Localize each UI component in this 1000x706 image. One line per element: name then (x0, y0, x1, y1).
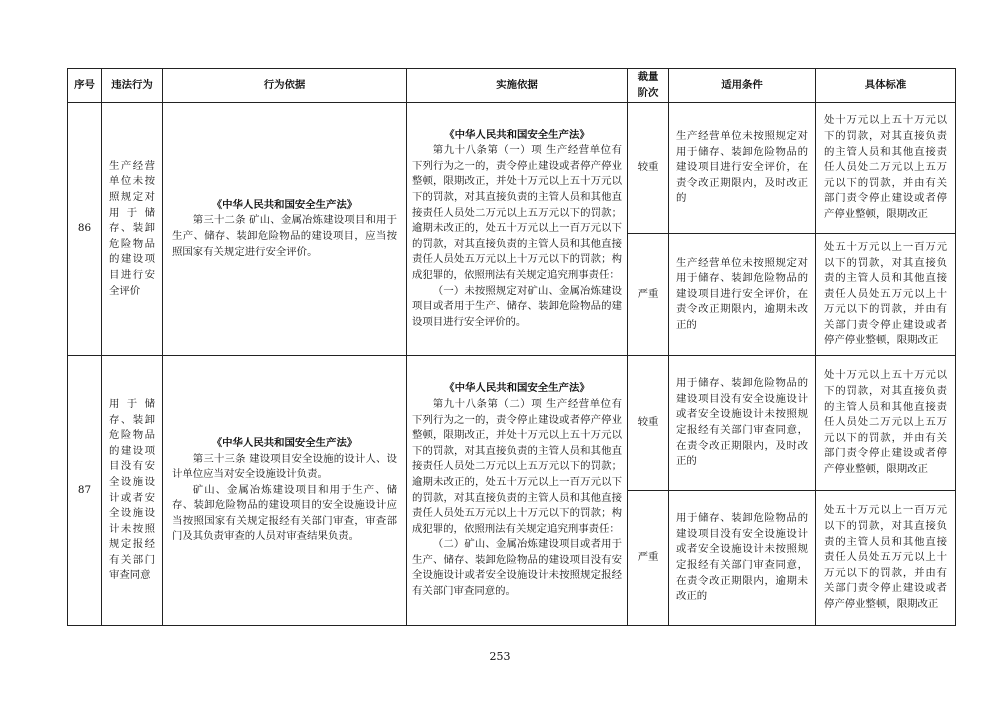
table-row (68, 103, 956, 234)
implementation-basis-cell (407, 356, 628, 626)
implementation-law-title: 《中华人民共和国安全生产法》 (444, 382, 590, 395)
legal-basis-paragraph: 第三十三条 建设项目安全设施的设计人、设计单位应当对安全设施设计负责。 (172, 452, 397, 481)
header-serial-number: 序号 (68, 69, 102, 103)
header-applicable-conditions: 适用条件 (669, 69, 816, 103)
legal-basis-paragraph: 矿山、金属冶炼建设项目和用于生产、储存、装卸危险物品的建设项目的安全设施设计应当按照国家有关规定报经有关部门审查，审查部门及其负责审查的人员对审查结果负责。 (172, 483, 397, 543)
legal-basis-paragraph: 第三十二条 矿山、金属冶炼建设项目和用于生产、储存、装卸危险物品的建设项目，应当按照国家有关规定进行安全评价。 (172, 214, 397, 258)
legal-basis-law-title: 《中华人民共和国安全生产法》 (211, 198, 358, 211)
violation-cell: 用于储存、装卸危险物品的建设项目没有安全设施设计或者安全设施设计未按照规定报经有关部门审查同意 (102, 356, 163, 626)
discretion-level-cell: 严重 (628, 234, 669, 356)
discretion-level-cell: 较重 (628, 103, 669, 234)
header-discretion-level: 裁量阶次 (628, 69, 669, 103)
implementation-paragraph: 第九十八条第（一）项 生产经营单位有下列行为之一的，责令停止建设或者停产停业整顿，限期改正，并处十万元以上五十万元以下的罚款，对其直接负责的主管人员和其他直接责任人员处二万元以上五万元以下的罚款；逾期未改正的，处五十万元以上一百万元以下的罚款，对其直接负责的主管人员和其他直接责任人员处五万元以上十万元以下的罚款；构成犯罪的，依照刑法有关规定追究刑事责任： (412, 144, 622, 281)
header-violation: 违法行为 (102, 69, 163, 103)
table-row (68, 356, 956, 491)
header-specific-standard: 具体标准 (816, 69, 956, 103)
specific-standard-cell: 处五十万元以上一百万元以下的罚款，对其直接负责的主管人员和其他直接责任人员处五万元以上十万元以下的罚款，并由有关部门责令停止建设或者停产停业整顿，限期改正 (816, 491, 956, 626)
legal-basis-law-title: 《中华人民共和国安全生产法》 (211, 436, 358, 449)
implementation-paragraph: 第九十八条第（二）项 生产经营单位有下列行为之一的，责令停止建设或者停产停业整顿，限期改正，并处十万元以上五十万元以下的罚款，对其直接负责的主管人员和其他直接责任人员处二万元以上五万元以下的罚款；逾期未改正的，处五十万元以上一百万元以下的罚款，对其直接负责的主管人员和其他直接责任人员处五万元以上十万元以下的罚款；构成犯罪的，依照刑法有关规定追究刑事责任： (412, 397, 622, 535)
specific-standard-cell: 处十万元以上五十万元以下的罚款，对其直接负责的主管人员和其他直接责任人员处二万元以上五万元以下的罚款，并由有关部门责令停止建设或者停产停业整顿，限期改正 (816, 356, 956, 491)
implementation-paragraph: （一）未按照规定对矿山、金属冶炼建设项目或者用于生产、储存、装卸危险物品的建设项目进行安全评价的。 (412, 284, 622, 328)
violation-cell: 生产经营单位未按照规定对用于储存、装卸危险物品的建设项目进行安全评价 (102, 103, 163, 356)
header-implementation-basis: 实施依据 (407, 69, 628, 103)
implementation-basis-cell (407, 103, 628, 356)
applicable-condition-cell: 用于储存、装卸危险物品的建设项目没有安全设施设计或者安全设施设计未按照规定报经有关部门审查同意，在责令改正期限内，逾期未改正的 (669, 491, 816, 626)
serial-number-cell: 86 (68, 103, 102, 356)
applicable-condition-cell: 用于储存、装卸危险物品的建设项目没有安全设施设计或者安全设施设计未按照规定报经有关部门审查同意，在责令改正期限内，及时改正的 (669, 356, 816, 491)
implementation-law-title: 《中华人民共和国安全生产法》 (444, 128, 590, 141)
specific-standard-cell: 处五十万元以上一百万元以下的罚款，对其直接负责的主管人员和其他直接责任人员处五万元以上十万元以下的罚款，并由有关部门责令停止建设或者停产停业整顿，限期改正 (816, 234, 956, 356)
page-number: 253 (489, 650, 511, 663)
discretion-level-cell: 严重 (628, 491, 669, 626)
legal-basis-cell (163, 103, 407, 356)
applicable-condition-cell: 生产经营单位未按照规定对用于储存、装卸危险物品的建设项目进行安全评价，在责令改正期限内，及时改正的 (669, 103, 816, 234)
table-header-row (68, 69, 956, 103)
applicable-condition-cell: 生产经营单位未按照规定对用于储存、装卸危险物品的建设项目进行安全评价，在责令改正期限内，逾期未改正的 (669, 234, 816, 356)
header-legal-basis: 行为依据 (163, 69, 407, 103)
serial-number-cell: 87 (68, 356, 102, 626)
legal-basis-cell (163, 356, 407, 626)
penalty-standards-table (67, 68, 956, 626)
discretion-level-cell: 较重 (628, 356, 669, 491)
specific-standard-cell: 处十万元以上五十万元以下的罚款，对其直接负责的主管人员和其他直接责任人员处二万元以上五万元以下的罚款，并由有关部门责令停止建设或者停产停业整顿，限期改正 (816, 103, 956, 234)
implementation-paragraph: （二）矿山、金属冶炼建设项目或者用于生产、储存、装卸危险物品的建设项目没有安全设施设计或者安全设施设计未按照规定报经有关部门审查同意的。 (412, 538, 622, 598)
